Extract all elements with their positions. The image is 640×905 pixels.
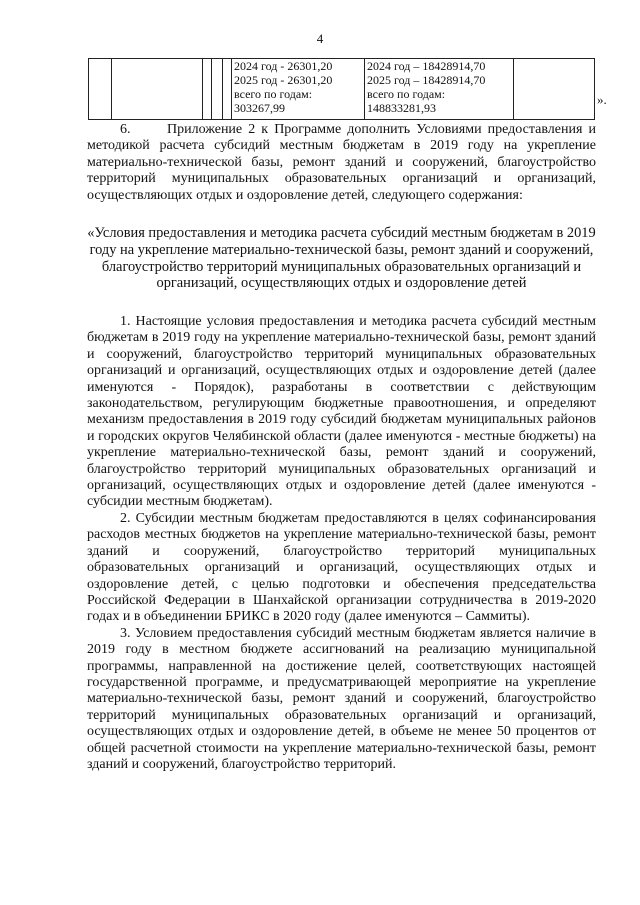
page-number: 4 [316, 31, 324, 46]
table-cell-empty [514, 59, 595, 120]
cell-line: 148833281,93 [367, 101, 436, 115]
clause-2: 2. Субсидии местным бюджетам предоставляются в целях софинансирования расходов местных бюджетов на укрепление материально-технической базы, ремонт зданий и сооружений, благоустройство территорий муниципальных образовательных организаций и организаций, осуществляющих отдых и оздоровление детей, с целью подготовки и обеспечения председательства Российской Федерации в Шанхайской организации сотрудничества в 2019-2020 годах и в объединении БРИКС в 2020 году (далее именуются – Саммиты). [87, 510, 596, 625]
table-cell-empty [212, 59, 223, 120]
paragraph-6: 6. Приложение 2 к Программе дополнить Условиями предоставления и методикой расчета субсидий местным бюджетам в 2019 году на укрепление материально-технической базы, ремонт зданий и сооружений, благоустройство территорий муниципальных образовательных организаций и организаций, осуществляющих отдых и оздоровление детей, следующего содержания: [87, 122, 596, 203]
amendment-paragraph [87, 122, 596, 204]
section-heading [87, 225, 596, 292]
cell-line: всего по годам: [234, 87, 313, 101]
table-cell-empty [112, 59, 203, 120]
table-cell-funding-b [365, 59, 514, 120]
cell-line: всего по годам: [367, 87, 446, 101]
table-cell-funding-a [232, 59, 365, 120]
continuation-table [88, 58, 595, 120]
heading-text: «Условия предоставления и методика расчета субсидий местным бюджетам в 2019 году на укрепление материально-технической базы, ремонт зданий и сооружений, благоустройство территорий муниципальных образовательных организаций и организаций, осуществляющих отдых и оздоровление детей [87, 225, 596, 292]
cell-line: 2025 год – 18428914,70 [367, 73, 486, 87]
table-cell-empty [223, 59, 232, 120]
closing-quote-mark: ». [597, 92, 607, 107]
cell-line: 2024 год - 26301,20 [234, 59, 333, 73]
table-cell-empty [203, 59, 212, 120]
clause-1: 1. Настоящие условия предоставления и методика расчета субсидий местным бюджетам в 2019 году на укрепление материально-технической базы, ремонт зданий и сооружений, благоустройство территорий муниципальных образовательных организаций и организаций, осуществляющих отдых и оздоровление детей (далее именуются - Порядок), разработаны в соответствии с действующим законодательством, регулирующим бюджетные правоотношения, и определяют механизм предоставления в 2019 году субсидий бюджетам муниципальных районов и городских округов Челябинской области (далее именуются - местные бюджеты) на укрепление материально-технической базы, ремонт зданий и сооружений, благоустройство территорий муниципальных образовательных организаций и организаций, осуществляющих отдых и оздоровление детей (далее именуются - субсидии местным бюджетам). [87, 314, 596, 510]
clause-3: 3. Условием предоставления субсидий местным бюджетам является наличие в 2019 году в местном бюджете ассигнований на реализацию муниципальной программы, направленной на достижение целей, соответствующих настоящей государственной программе, и предусматривающей мероприятие на укрепление материально-технической базы, ремонт зданий и сооружений, благоустройство территорий муниципальных образовательных организаций и организаций, осуществляющих отдых и оздоровление детей, в объеме не менее 50 процентов от общей расчетной стоимости на укрепление материально-технической базы, ремонт зданий и сооружений, благоустройство территорий. [87, 625, 596, 772]
cell-line: 2025 год - 26301,20 [234, 73, 333, 87]
table-cell-empty [89, 59, 112, 120]
table-row [89, 59, 595, 120]
clauses-body [87, 314, 596, 773]
cell-line: 2024 год – 18428914,70 [367, 59, 486, 73]
cell-line: 303267,99 [234, 101, 285, 115]
